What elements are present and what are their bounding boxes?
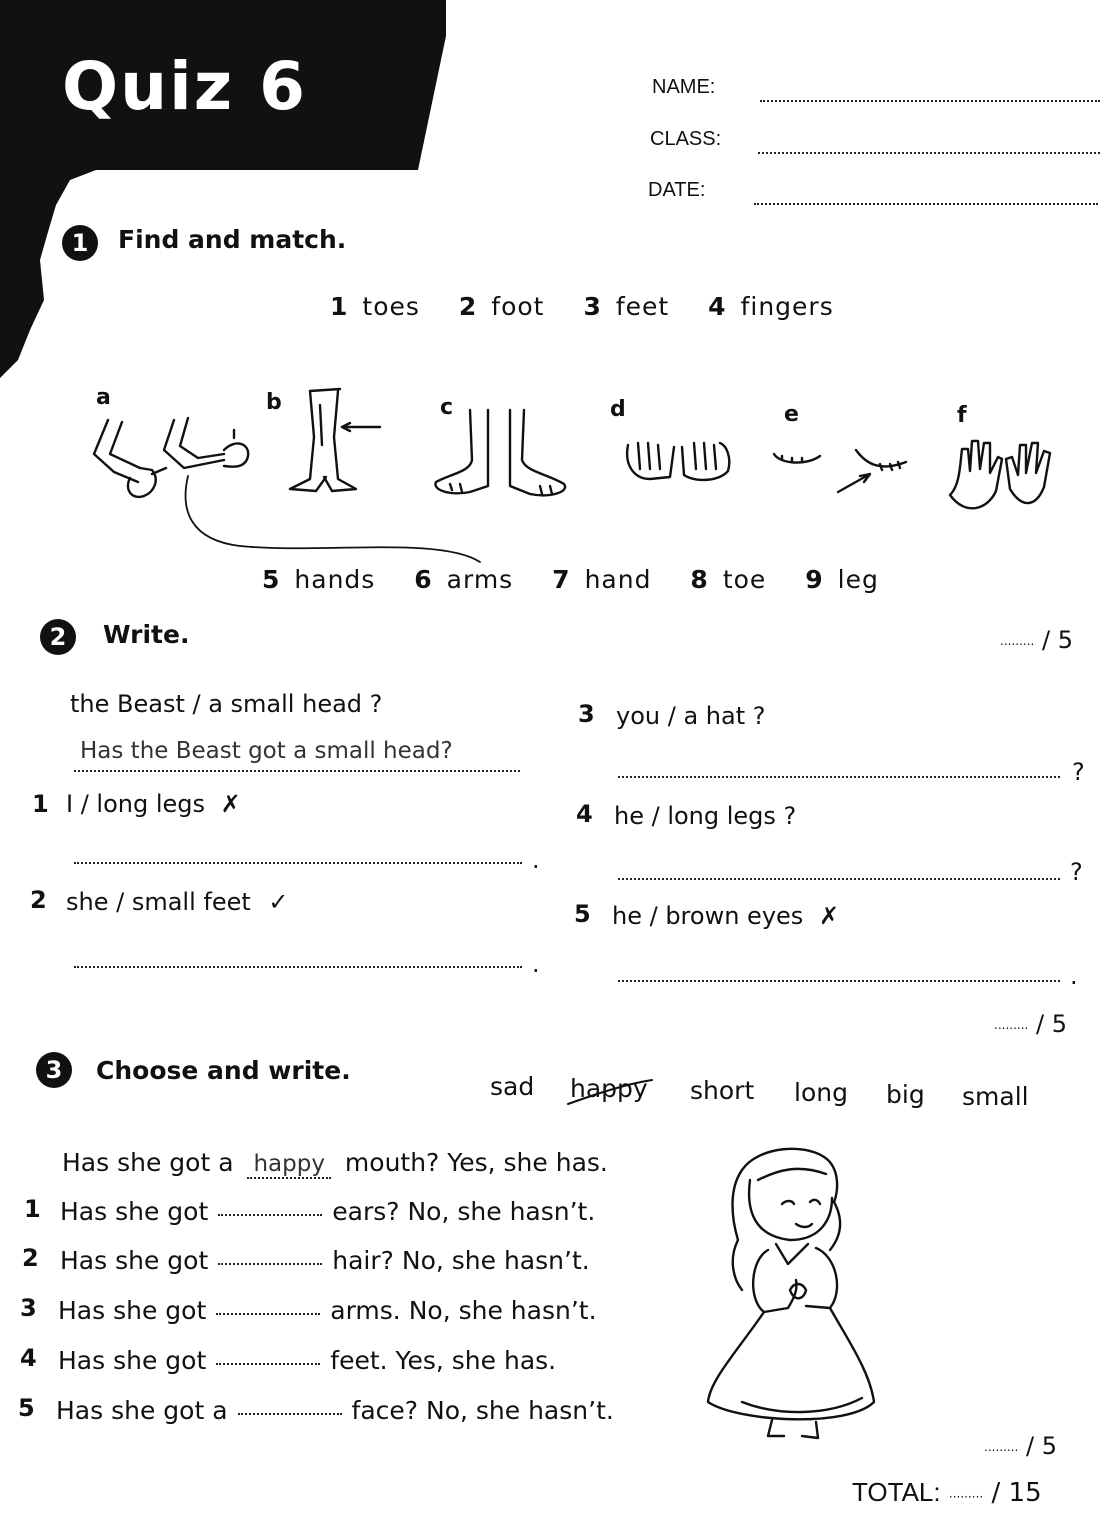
picture-letter-a: a — [96, 385, 111, 410]
s3-item-3-number: 3 — [20, 1294, 37, 1322]
s3-item-1: Has she got ears? No, she hasn’t. — [60, 1197, 596, 1226]
q5-number: 5 — [574, 900, 591, 928]
q1-answer-line[interactable] — [74, 862, 522, 864]
q2-end: . — [532, 950, 540, 978]
q1-number: 1 — [32, 790, 49, 818]
date-field[interactable] — [754, 203, 1098, 205]
word-4: 4 fingers — [708, 292, 834, 321]
s3-item-1-number: 1 — [24, 1195, 41, 1223]
q2-number: 2 — [30, 886, 47, 914]
check-mark: ✓ — [268, 888, 289, 916]
section-3-score: ......... / 5 — [984, 1432, 1057, 1460]
word-3: 3 feet — [583, 292, 670, 321]
q3-end: ? — [1072, 758, 1085, 786]
blank-2[interactable] — [218, 1263, 322, 1265]
q4-prompt: he / long legs ? — [614, 802, 797, 830]
section-2-title: Write. — [103, 620, 190, 649]
picture-letter-f: f — [957, 403, 967, 428]
choice-big: big — [886, 1080, 925, 1109]
section-2-number: 2 — [40, 619, 76, 655]
s3-item-2-number: 2 — [22, 1244, 39, 1272]
q5-answer-line[interactable] — [618, 980, 1060, 982]
q3-number: 3 — [578, 700, 595, 728]
word-2: 2 foot — [458, 292, 545, 321]
s3-item-3: Has she got arms. No, she hasn’t. — [58, 1296, 597, 1325]
s3-item-2: Has she got hair? No, she hasn’t. — [60, 1246, 590, 1275]
word-7: 7 hand — [552, 565, 652, 594]
q5-prompt: he / brown eyes ✗ — [612, 902, 840, 930]
q1-prompt: I / long legs ✗ — [66, 790, 241, 818]
example-sentence: Has she got a happy mouth? Yes, she has. — [62, 1148, 608, 1177]
example-answer: Has the Beast got a small head? — [80, 738, 453, 764]
s3-item-5-number: 5 — [18, 1394, 35, 1422]
blank-1[interactable] — [218, 1214, 322, 1216]
q2-prompt: she / small feet ✓ — [66, 888, 289, 916]
name-field[interactable] — [760, 100, 1100, 102]
section-3-title: Choose and write. — [96, 1056, 351, 1085]
quiz-title: Quiz 6 — [62, 48, 308, 125]
q4-end: ? — [1070, 858, 1083, 886]
q3-prompt: you / a hat ? — [616, 702, 766, 730]
picture-letter-b: b — [266, 390, 282, 415]
blank-5[interactable] — [238, 1413, 342, 1415]
blank-4[interactable] — [216, 1363, 320, 1365]
choice-small: small — [962, 1082, 1029, 1111]
q3-answer-line[interactable] — [618, 776, 1060, 778]
section-2-score: ......... / 5 — [994, 1010, 1067, 1038]
cross-mark: ✗ — [818, 902, 840, 930]
total-score: TOTAL: ......... / 15 — [852, 1477, 1042, 1508]
word-6: 6 arms — [414, 565, 514, 594]
section-1-number: 1 — [62, 225, 98, 261]
s3-item-5: Has she got a face? No, she hasn’t. — [56, 1396, 614, 1425]
example-prompt: the Beast / a small head ? — [70, 690, 383, 718]
q2-answer-line[interactable] — [74, 966, 522, 968]
picture-letter-e: e — [784, 402, 799, 427]
date-label: DATE: — [648, 179, 706, 201]
word-8: 8 toe — [690, 565, 767, 594]
s3-item-4: Has she got feet. Yes, she has. — [58, 1346, 557, 1375]
q4-answer-line[interactable] — [618, 878, 1060, 880]
section-1-title: Find and match. — [118, 225, 347, 254]
s3-item-4-number: 4 — [20, 1344, 37, 1372]
toes-icon — [770, 440, 920, 510]
picture-letter-c: c — [440, 395, 454, 420]
class-field[interactable] — [758, 152, 1100, 154]
name-label: NAME: — [652, 76, 716, 98]
bottom-word-list — [262, 565, 879, 594]
strike-line — [566, 1078, 656, 1108]
cross-mark: ✗ — [220, 790, 241, 818]
choice-happy: happy — [570, 1074, 648, 1103]
word-1: 1 toes — [330, 292, 420, 321]
hands-icon — [940, 435, 1070, 525]
q4-number: 4 — [576, 800, 593, 828]
word-5: 5 hands — [262, 565, 376, 594]
fingers-icon — [620, 435, 740, 495]
class-label: CLASS: — [650, 128, 722, 150]
choice-short: short — [690, 1076, 755, 1105]
q1-end: . — [532, 846, 540, 874]
blank-3[interactable] — [216, 1313, 320, 1315]
choice-long: long — [794, 1078, 848, 1107]
girl-illustration-icon — [698, 1140, 898, 1440]
example-answer-line — [74, 770, 520, 772]
word-9: 9 leg — [805, 565, 879, 594]
section-3-number: 3 — [36, 1052, 72, 1088]
section-1-score: ......... / 5 — [1000, 626, 1073, 654]
example-filled-answer: happy — [247, 1151, 330, 1179]
q5-end: . — [1070, 962, 1078, 990]
choice-sad: sad — [490, 1072, 535, 1101]
picture-letter-d: d — [610, 397, 626, 422]
top-word-list — [330, 292, 834, 321]
